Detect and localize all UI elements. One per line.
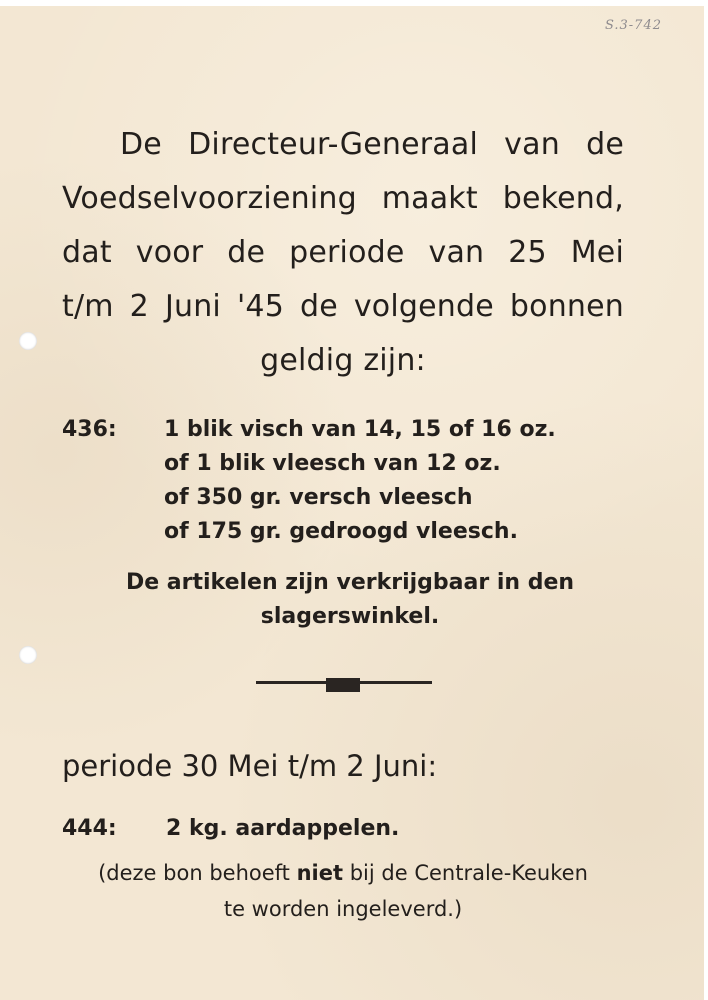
scanned-notice-page	[0, 6, 704, 1000]
archive-reference-number: S.3-742	[604, 18, 662, 33]
announcement-line: Voedselvoorziening maakt bekend,	[62, 181, 624, 216]
delivery-note-line: te worden ingeleverd.)	[223, 897, 463, 921]
availability-note	[62, 566, 638, 634]
voucher-items	[164, 413, 556, 549]
announcement-line: geldig zijn:	[260, 343, 426, 378]
note-text: (deze bon behoeft	[98, 861, 290, 885]
voucher-number: 436:	[62, 417, 117, 442]
voucher-item-line: of 175 gr. gedroogd vleesch.	[164, 519, 518, 544]
availability-line: slagerswinkel.	[260, 604, 440, 629]
announcement-line: De Directeur-Generaal van de	[120, 127, 624, 162]
note-text: bij de Centrale-Keuken	[349, 861, 588, 885]
delivery-note-line	[62, 855, 624, 891]
note-emphasis: niet	[296, 861, 344, 885]
punch-hole	[19, 646, 37, 664]
voucher-item-line: 2 kg. aardappelen.	[166, 816, 400, 841]
ornamental-divider-center	[326, 678, 360, 692]
announcement-line: t/m 2 Juni '45 de volgende bonnen	[62, 289, 624, 324]
announcement-paragraph	[62, 118, 624, 388]
period-heading: periode 30 Mei t/m 2 Juni:	[62, 749, 438, 783]
punch-hole	[19, 332, 37, 350]
voucher-item-line: of 350 gr. versch vleesch	[164, 485, 473, 510]
availability-line: De artikelen zijn verkrijgbaar in den	[125, 570, 575, 595]
voucher-item-line: of 1 blik vleesch van 12 oz.	[164, 451, 501, 476]
announcement-line: dat voor de periode van 25 Mei	[62, 235, 624, 270]
voucher-number: 444:	[62, 816, 117, 841]
delivery-note	[62, 855, 624, 927]
voucher-item-line: 1 blik visch van 14, 15 of 16 oz.	[164, 417, 556, 442]
